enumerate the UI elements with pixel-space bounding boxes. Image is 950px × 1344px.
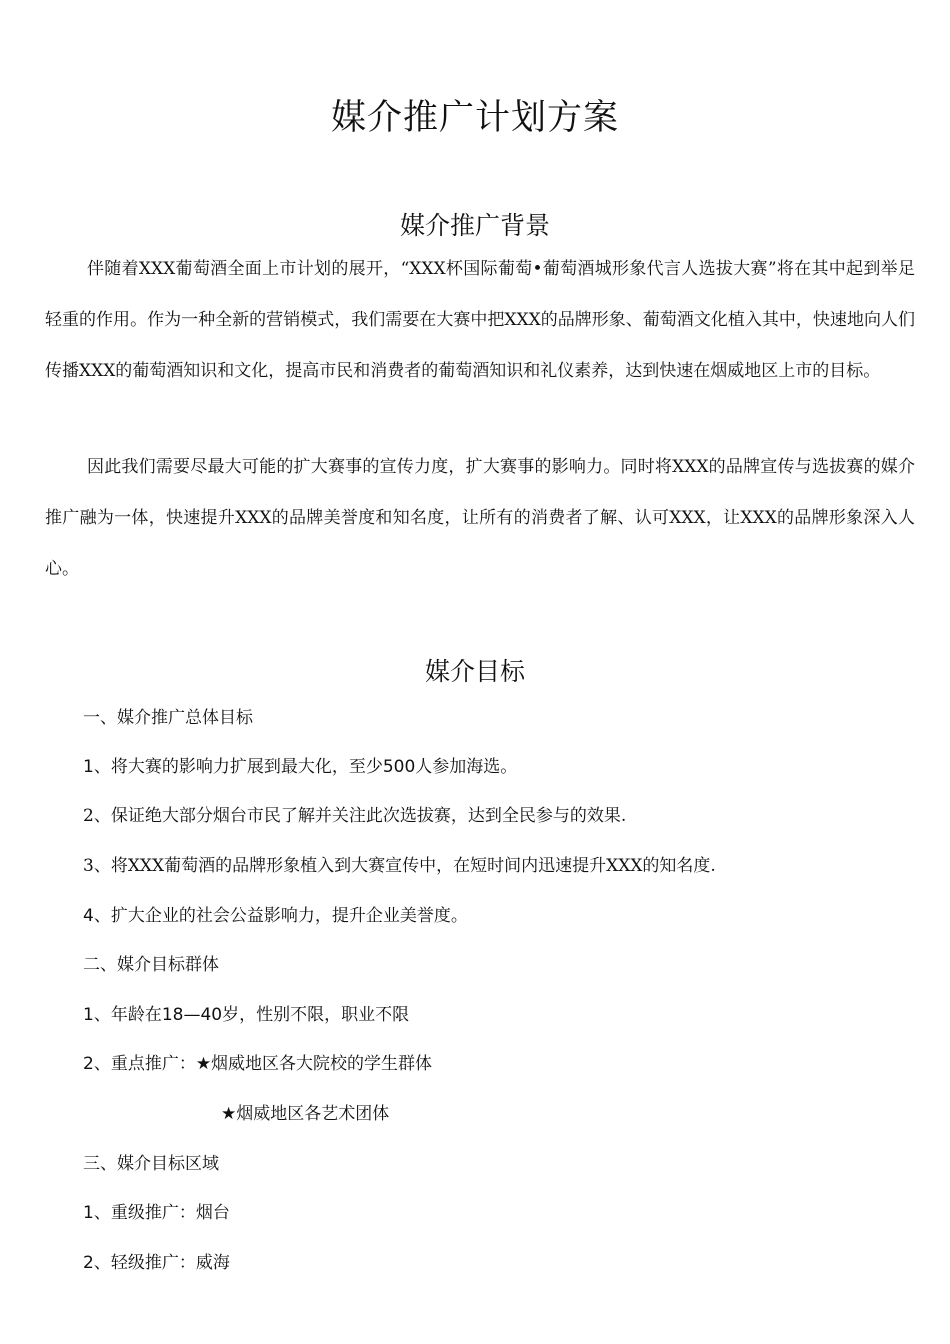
document-title: 媒介推广计划方案 — [330, 98, 619, 138]
goals-list-item: 1、重级推广：烟台 — [83, 1203, 230, 1223]
goals-subheading-region: 三、媒介目标区域 — [83, 1154, 219, 1174]
goals-list-item: 2、轻级推广：威海 — [83, 1253, 230, 1273]
section-heading-background: 媒介推广背景 — [399, 211, 550, 240]
background-paragraph-1: 伴随着XXX葡萄酒全面上市计划的展开，“XXX杯国际葡萄•葡萄酒城形象代言人选拔大赛”将在其中起到举足轻重的作用。作为一种全新的营销模式，我们需要在大赛中把XXX的品牌形象、葡萄酒文化植入其中，快速地向人们传播XXX的葡萄酒知识和文化，提高市民和消费者的葡萄酒知识和礼仪素养，达到快速在烟威地区上市的目标。 — [45, 259, 915, 381]
goals-list-item: 2、重点推广：★烟威地区各大院校的学生群体 — [83, 1054, 433, 1074]
goals-subheading-overall: 一、媒介推广总体目标 — [83, 708, 253, 728]
goals-list-item: 1、年龄在18—40岁，性别不限，职业不限 — [83, 1005, 410, 1025]
section-heading-goals: 媒介目标 — [424, 657, 525, 686]
goals-list-item: 4、扩大企业的社会公益影响力，提升企业美誉度。 — [83, 906, 468, 926]
background-paragraph-2: 因此我们需要尽最大可能的扩大赛事的宣传力度，扩大赛事的影响力。同时将XXX的品牌宣传与选拔赛的媒介推广融为一体，快速提升XXX的品牌美誉度和知名度，让所有的消费者了解、认可XXX，让XXX的品牌形象深入人心。 — [45, 457, 915, 579]
goals-list-item: 2、保证绝大部分烟台市民了解并关注此次选拔赛，达到全民参与的效果. — [83, 806, 627, 826]
goals-subheading-audience: 二、媒介目标群体 — [83, 955, 219, 975]
goals-list-item: 3、将XXX葡萄酒的品牌形象植入到大赛宣传中，在短时间内迅速提升XXX的知名度. — [83, 856, 716, 876]
goals-list-item-continuation: ★烟威地区各艺术团体 — [221, 1104, 390, 1124]
goals-list-item: 1、将大赛的影响力扩展到最大化，至少500人参加海选。 — [83, 757, 518, 777]
